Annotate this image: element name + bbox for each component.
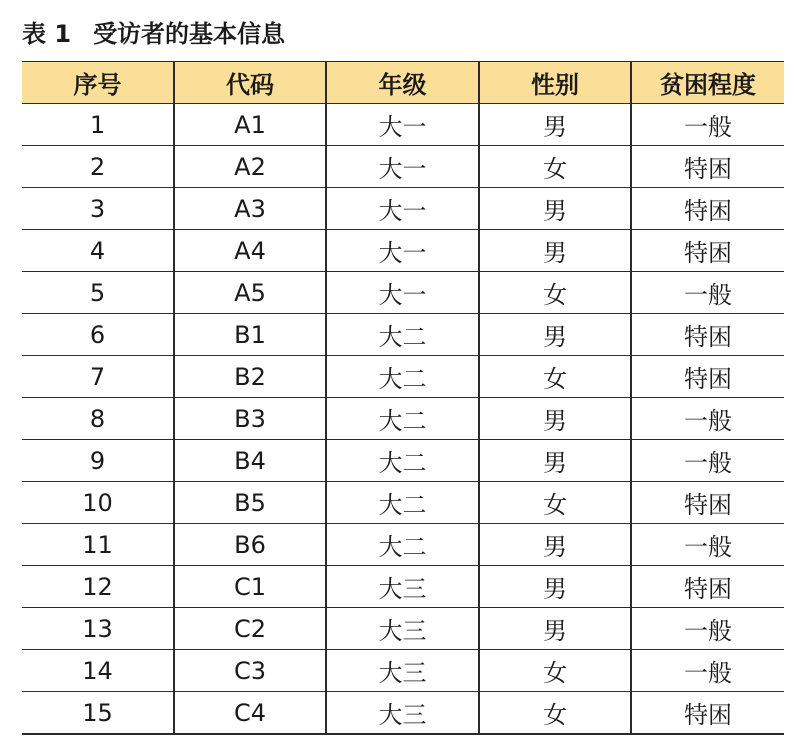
cell-poverty-level: 一般: [631, 440, 784, 482]
cell-poverty-level: 特困: [631, 356, 784, 398]
cell-gender: 男: [479, 566, 631, 608]
table-header: [22, 62, 784, 104]
table-row: [22, 146, 784, 188]
cell-poverty-level: 一般: [631, 104, 784, 146]
table-row: [22, 356, 784, 398]
cell-serial-number: 1: [22, 104, 174, 146]
cell-serial-number: 10: [22, 482, 174, 524]
table-row: [22, 650, 784, 692]
cell-serial-number: 3: [22, 188, 174, 230]
cell-grade: 大三: [326, 608, 479, 650]
cell-code: B2: [174, 356, 326, 398]
cell-code: A1: [174, 104, 326, 146]
cell-gender: 女: [479, 482, 631, 524]
cell-serial-number: 7: [22, 356, 174, 398]
cell-code: B3: [174, 398, 326, 440]
header-cell-code: 代码: [174, 62, 326, 104]
cell-gender: 男: [479, 440, 631, 482]
cell-grade: 大二: [326, 440, 479, 482]
cell-gender: 男: [479, 188, 631, 230]
table-caption-title: 受访者的基本信息: [93, 20, 286, 48]
cell-grade: 大一: [326, 188, 479, 230]
cell-grade: 大二: [326, 356, 479, 398]
header-cell-gender: 性别: [479, 62, 631, 104]
cell-code: A3: [174, 188, 326, 230]
cell-grade: 大三: [326, 650, 479, 692]
cell-serial-number: 2: [22, 146, 174, 188]
header-cell-grade: 年级: [326, 62, 479, 104]
cell-gender: 女: [479, 650, 631, 692]
cell-code: A2: [174, 146, 326, 188]
cell-poverty-level: 特困: [631, 188, 784, 230]
cell-gender: 女: [479, 692, 631, 735]
table-row: [22, 482, 784, 524]
table-caption: [22, 17, 285, 51]
cell-grade: 大二: [326, 398, 479, 440]
cell-gender: 女: [479, 272, 631, 314]
cell-serial-number: 4: [22, 230, 174, 272]
table-row: [22, 608, 784, 650]
cell-poverty-level: 特困: [631, 482, 784, 524]
cell-gender: 男: [479, 314, 631, 356]
cell-code: B6: [174, 524, 326, 566]
cell-gender: 女: [479, 146, 631, 188]
cell-code: A4: [174, 230, 326, 272]
cell-code: C2: [174, 608, 326, 650]
cell-grade: 大三: [326, 566, 479, 608]
table-row: [22, 692, 784, 735]
cell-serial-number: 14: [22, 650, 174, 692]
cell-serial-number: 13: [22, 608, 174, 650]
cell-grade: 大一: [326, 146, 479, 188]
cell-grade: 大二: [326, 314, 479, 356]
cell-poverty-level: 特困: [631, 314, 784, 356]
table-row: [22, 104, 784, 146]
table-row: [22, 230, 784, 272]
cell-gender: 男: [479, 104, 631, 146]
cell-grade: 大一: [326, 230, 479, 272]
cell-poverty-level: 特困: [631, 692, 784, 735]
cell-grade: 大一: [326, 104, 479, 146]
table-row: [22, 314, 784, 356]
cell-grade: 大三: [326, 692, 479, 735]
header-cell-poverty-level: 贫困程度: [631, 62, 784, 104]
cell-serial-number: 5: [22, 272, 174, 314]
cell-gender: 男: [479, 524, 631, 566]
cell-code: C3: [174, 650, 326, 692]
table-row: [22, 188, 784, 230]
table-row: [22, 566, 784, 608]
cell-grade: 大二: [326, 482, 479, 524]
table-row: [22, 272, 784, 314]
cell-code: B5: [174, 482, 326, 524]
cell-poverty-level: 特困: [631, 146, 784, 188]
cell-serial-number: 12: [22, 566, 174, 608]
cell-code: C1: [174, 566, 326, 608]
cell-poverty-level: 特困: [631, 230, 784, 272]
cell-gender: 男: [479, 230, 631, 272]
cell-poverty-level: 特困: [631, 566, 784, 608]
table-row: [22, 398, 784, 440]
header-row: [22, 62, 784, 104]
table-row: [22, 524, 784, 566]
respondent-info-table: [22, 61, 784, 735]
cell-serial-number: 8: [22, 398, 174, 440]
cell-gender: 男: [479, 608, 631, 650]
header-cell-serial-number: 序号: [22, 62, 174, 104]
cell-serial-number: 9: [22, 440, 174, 482]
cell-poverty-level: 一般: [631, 650, 784, 692]
cell-serial-number: 11: [22, 524, 174, 566]
cell-code: A5: [174, 272, 326, 314]
cell-gender: 女: [479, 356, 631, 398]
cell-code: B4: [174, 440, 326, 482]
cell-poverty-level: 一般: [631, 272, 784, 314]
table-body: [22, 104, 784, 735]
cell-grade: 大二: [326, 524, 479, 566]
cell-poverty-level: 一般: [631, 524, 784, 566]
cell-serial-number: 15: [22, 692, 174, 735]
cell-gender: 男: [479, 398, 631, 440]
cell-serial-number: 6: [22, 314, 174, 356]
table-caption-label: 表 1: [22, 20, 72, 48]
cell-code: B1: [174, 314, 326, 356]
cell-poverty-level: 一般: [631, 398, 784, 440]
table-row: [22, 440, 784, 482]
cell-grade: 大一: [326, 272, 479, 314]
cell-code: C4: [174, 692, 326, 735]
cell-poverty-level: 一般: [631, 608, 784, 650]
